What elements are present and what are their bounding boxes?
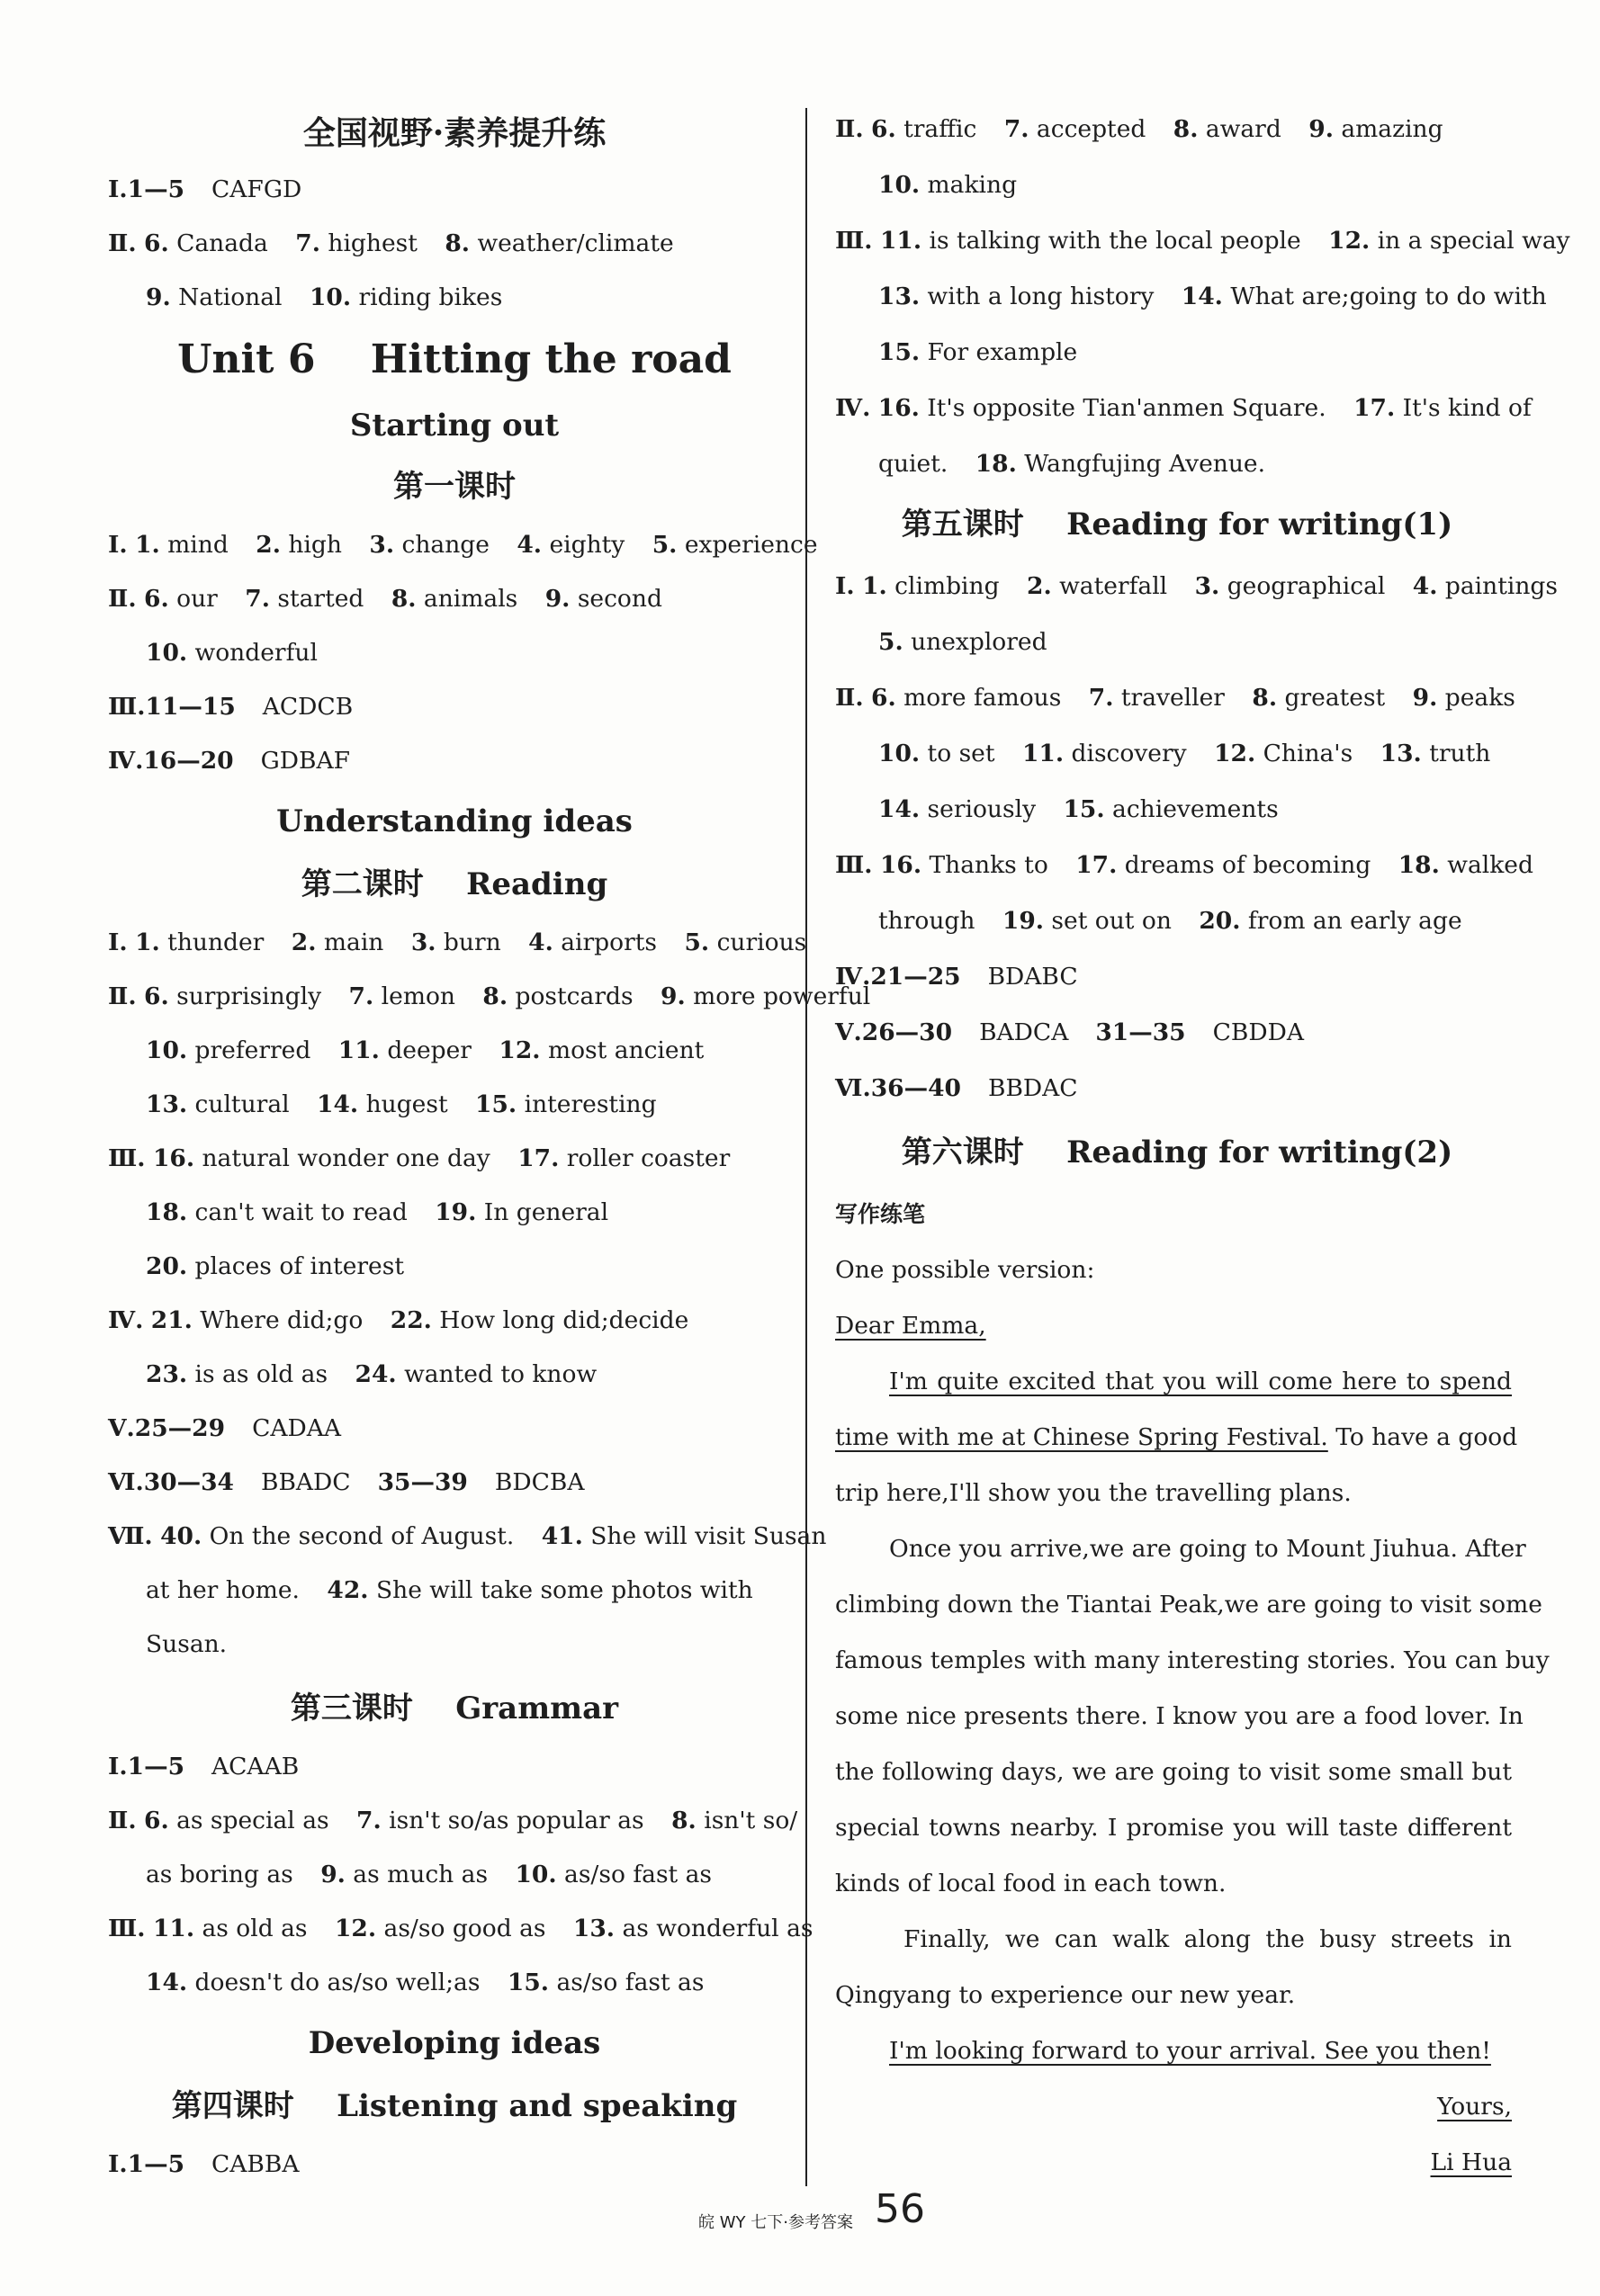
answer-line: 5. unexplored	[878, 628, 1047, 656]
essay-signature: Li Hua	[1430, 2148, 1512, 2176]
section-heading: Understanding ideas	[276, 803, 633, 839]
answer-line: 9. National 10. riding bikes	[146, 283, 503, 311]
essay-line: trip here,I'll show you the travelling plans.	[835, 1479, 1352, 1507]
column-divider	[805, 108, 807, 2186]
answer-line: Ⅲ. 16. Thanks to 17. dreams of becoming 18. walked	[835, 851, 1533, 879]
lesson-heading: 第一课时	[393, 469, 516, 505]
answer-line: 15. For example	[878, 338, 1078, 366]
essay-line: climbing down the Tiantai Peak,we are going to visit some	[835, 1591, 1542, 1619]
answer-line: 10. making	[878, 171, 1018, 199]
answer-line: 18. can't wait to read 19. In general	[146, 1198, 609, 1226]
section-heading: Developing ideas	[308, 2025, 601, 2061]
answer-line: 13. cultural 14. hugest 15. interesting	[146, 1090, 657, 1118]
answer-line: Ⅰ. 1. mind 2. high 3. change 4. eighty 5. experience	[108, 531, 818, 559]
answer-line: Susan.	[146, 1630, 228, 1658]
answer-line: 14. doesn't do as/so well;as 15. as/so fast as	[146, 1969, 705, 1996]
section-heading-national: 全国视野·素养提升练	[302, 114, 607, 152]
answer-line: Ⅰ.1—5 ACAAB	[108, 1753, 300, 1780]
answer-line: 20. places of interest	[146, 1252, 404, 1280]
writing-label: 写作练笔	[835, 1201, 926, 1227]
essay-line: Once you arrive,we are going to Mount Jiuhua. After	[889, 1535, 1526, 1563]
answer-line: Ⅵ.36—40 BBDAC	[835, 1074, 1078, 1102]
answer-line: Ⅳ. 21. Where did;go 22. How long did;decide	[108, 1306, 689, 1334]
answer-line: through 19. set out on 20. from an early age	[878, 907, 1462, 935]
answer-line: 23. is as old as 24. wanted to know	[146, 1360, 598, 1388]
answer-line: Ⅴ.25—29 CADAA	[108, 1414, 341, 1442]
page-number: 56	[875, 2186, 925, 2232]
answer-line: quiet. 18. Wangfujing Avenue.	[878, 450, 1265, 478]
essay-closing-line: I'm looking forward to your arrival. See you then!	[889, 2037, 1491, 2065]
answer-line: Ⅱ. 6. as special as 7. isn't so/as popular as 8. isn't so/	[108, 1807, 798, 1834]
answer-line: 14. seriously 15. achievements	[878, 795, 1279, 823]
lesson-heading: 第六课时 Reading for writing(2)	[901, 1135, 1453, 1170]
answer-line: Ⅲ. 16. natural wonder one day 17. roller coaster	[108, 1144, 731, 1172]
essay-line: I'm quite excited that you will come here to spend	[889, 1368, 1512, 1395]
answer-line: Ⅲ. 11. as old as 12. as/so good as 13. as wonderful as	[108, 1915, 813, 1942]
essay-line: kinds of local food in each town.	[835, 1870, 1227, 1897]
answer-line: as boring as 9. as much as 10. as/so fast as	[146, 1861, 713, 1888]
page-footer	[698, 2186, 925, 2240]
lesson-heading: 第三课时 Grammar	[290, 1691, 619, 1726]
answer-line: Ⅱ. 6. traffic 7. accepted 8. award 9. amazing	[835, 115, 1443, 143]
answer-line: 13. with a long history 14. What are;going to do with	[878, 283, 1547, 310]
answer-line: 10. preferred 11. deeper 12. most ancient	[146, 1036, 705, 1064]
answer-line: at her home. 42. She will take some photos with	[146, 1576, 753, 1604]
essay-yours: Yours,	[1437, 2093, 1512, 2121]
footer-book-label: 皖 WY 七下·参考答案	[698, 2213, 853, 2232]
answer-line: Ⅱ. 6. more famous 7. traveller 8. greatest 9. peaks	[835, 684, 1515, 712]
answer-line: Ⅰ. 1. climbing 2. waterfall 3. geographical 4. paintings	[835, 572, 1558, 600]
answer-line: Ⅰ. 1. thunder 2. main 3. burn 4. airports 5. curious	[108, 928, 807, 956]
answer-line: Ⅲ.11—15 ACDCB	[108, 693, 354, 721]
lesson-heading: 第二课时 Reading	[301, 866, 608, 902]
answer-line: Ⅰ.1—5 CAFGD	[108, 175, 302, 203]
answer-line: 10. to set 11. discovery 12. China's 13. truth	[878, 740, 1491, 767]
essay-line: some nice presents there. I know you are a food lover. In	[835, 1702, 1524, 1730]
unit-title: Unit 6 Hitting the road	[177, 336, 732, 382]
answer-line: Ⅰ.1—5 CABBA	[108, 2150, 300, 2178]
answer-line: Ⅵ.30—34 BBADC 35—39 BDCBA	[108, 1468, 585, 1496]
answer-line: Ⅳ.21—25 BDABC	[835, 963, 1078, 991]
section-heading: Starting out	[349, 408, 560, 444]
answer-line: Ⅳ. 16. It's opposite Tian'anmen Square. 17. It's kind of	[835, 394, 1532, 422]
essay-salutation: Dear Emma,	[835, 1312, 986, 1340]
essay-line: famous temples with many interesting stories. You can buy	[835, 1646, 1550, 1674]
essay-line: Qingyang to experience our new year.	[835, 1981, 1296, 2009]
answer-line: Ⅲ. 11. is talking with the local people 12. in a special way	[835, 227, 1570, 255]
answer-line: Ⅶ. 40. On the second of August. 41. She will visit Susan	[108, 1522, 827, 1550]
essay-line: Finally, we can walk along the busy streets in	[903, 1925, 1512, 1953]
essay-line: the following days, we are going to visit some small but	[835, 1758, 1512, 1786]
answer-line: Ⅱ. 6. surprisingly 7. lemon 8. postcards 9. more powerful	[108, 982, 871, 1010]
answer-line: Ⅴ.26—30 BADCA 31—35 CBDDA	[835, 1018, 1304, 1046]
essay-intro: One possible version:	[835, 1256, 1095, 1284]
lesson-heading: 第四课时 Listening and speaking	[171, 2088, 738, 2124]
answer-line: Ⅳ.16—20 GDBAF	[108, 747, 350, 775]
answer-line: Ⅱ. 6. our 7. started 8. animals 9. second	[108, 585, 662, 613]
essay-line: time with me at Chinese Spring Festival. To have a good	[835, 1423, 1518, 1451]
answer-line: Ⅱ. 6. Canada 7. highest 8. weather/climate	[108, 229, 674, 257]
essay-line: special towns nearby. I promise you will taste different	[835, 1814, 1512, 1842]
lesson-heading: 第五课时 Reading for writing(1)	[901, 507, 1453, 543]
answer-line: 10. wonderful	[146, 639, 318, 667]
